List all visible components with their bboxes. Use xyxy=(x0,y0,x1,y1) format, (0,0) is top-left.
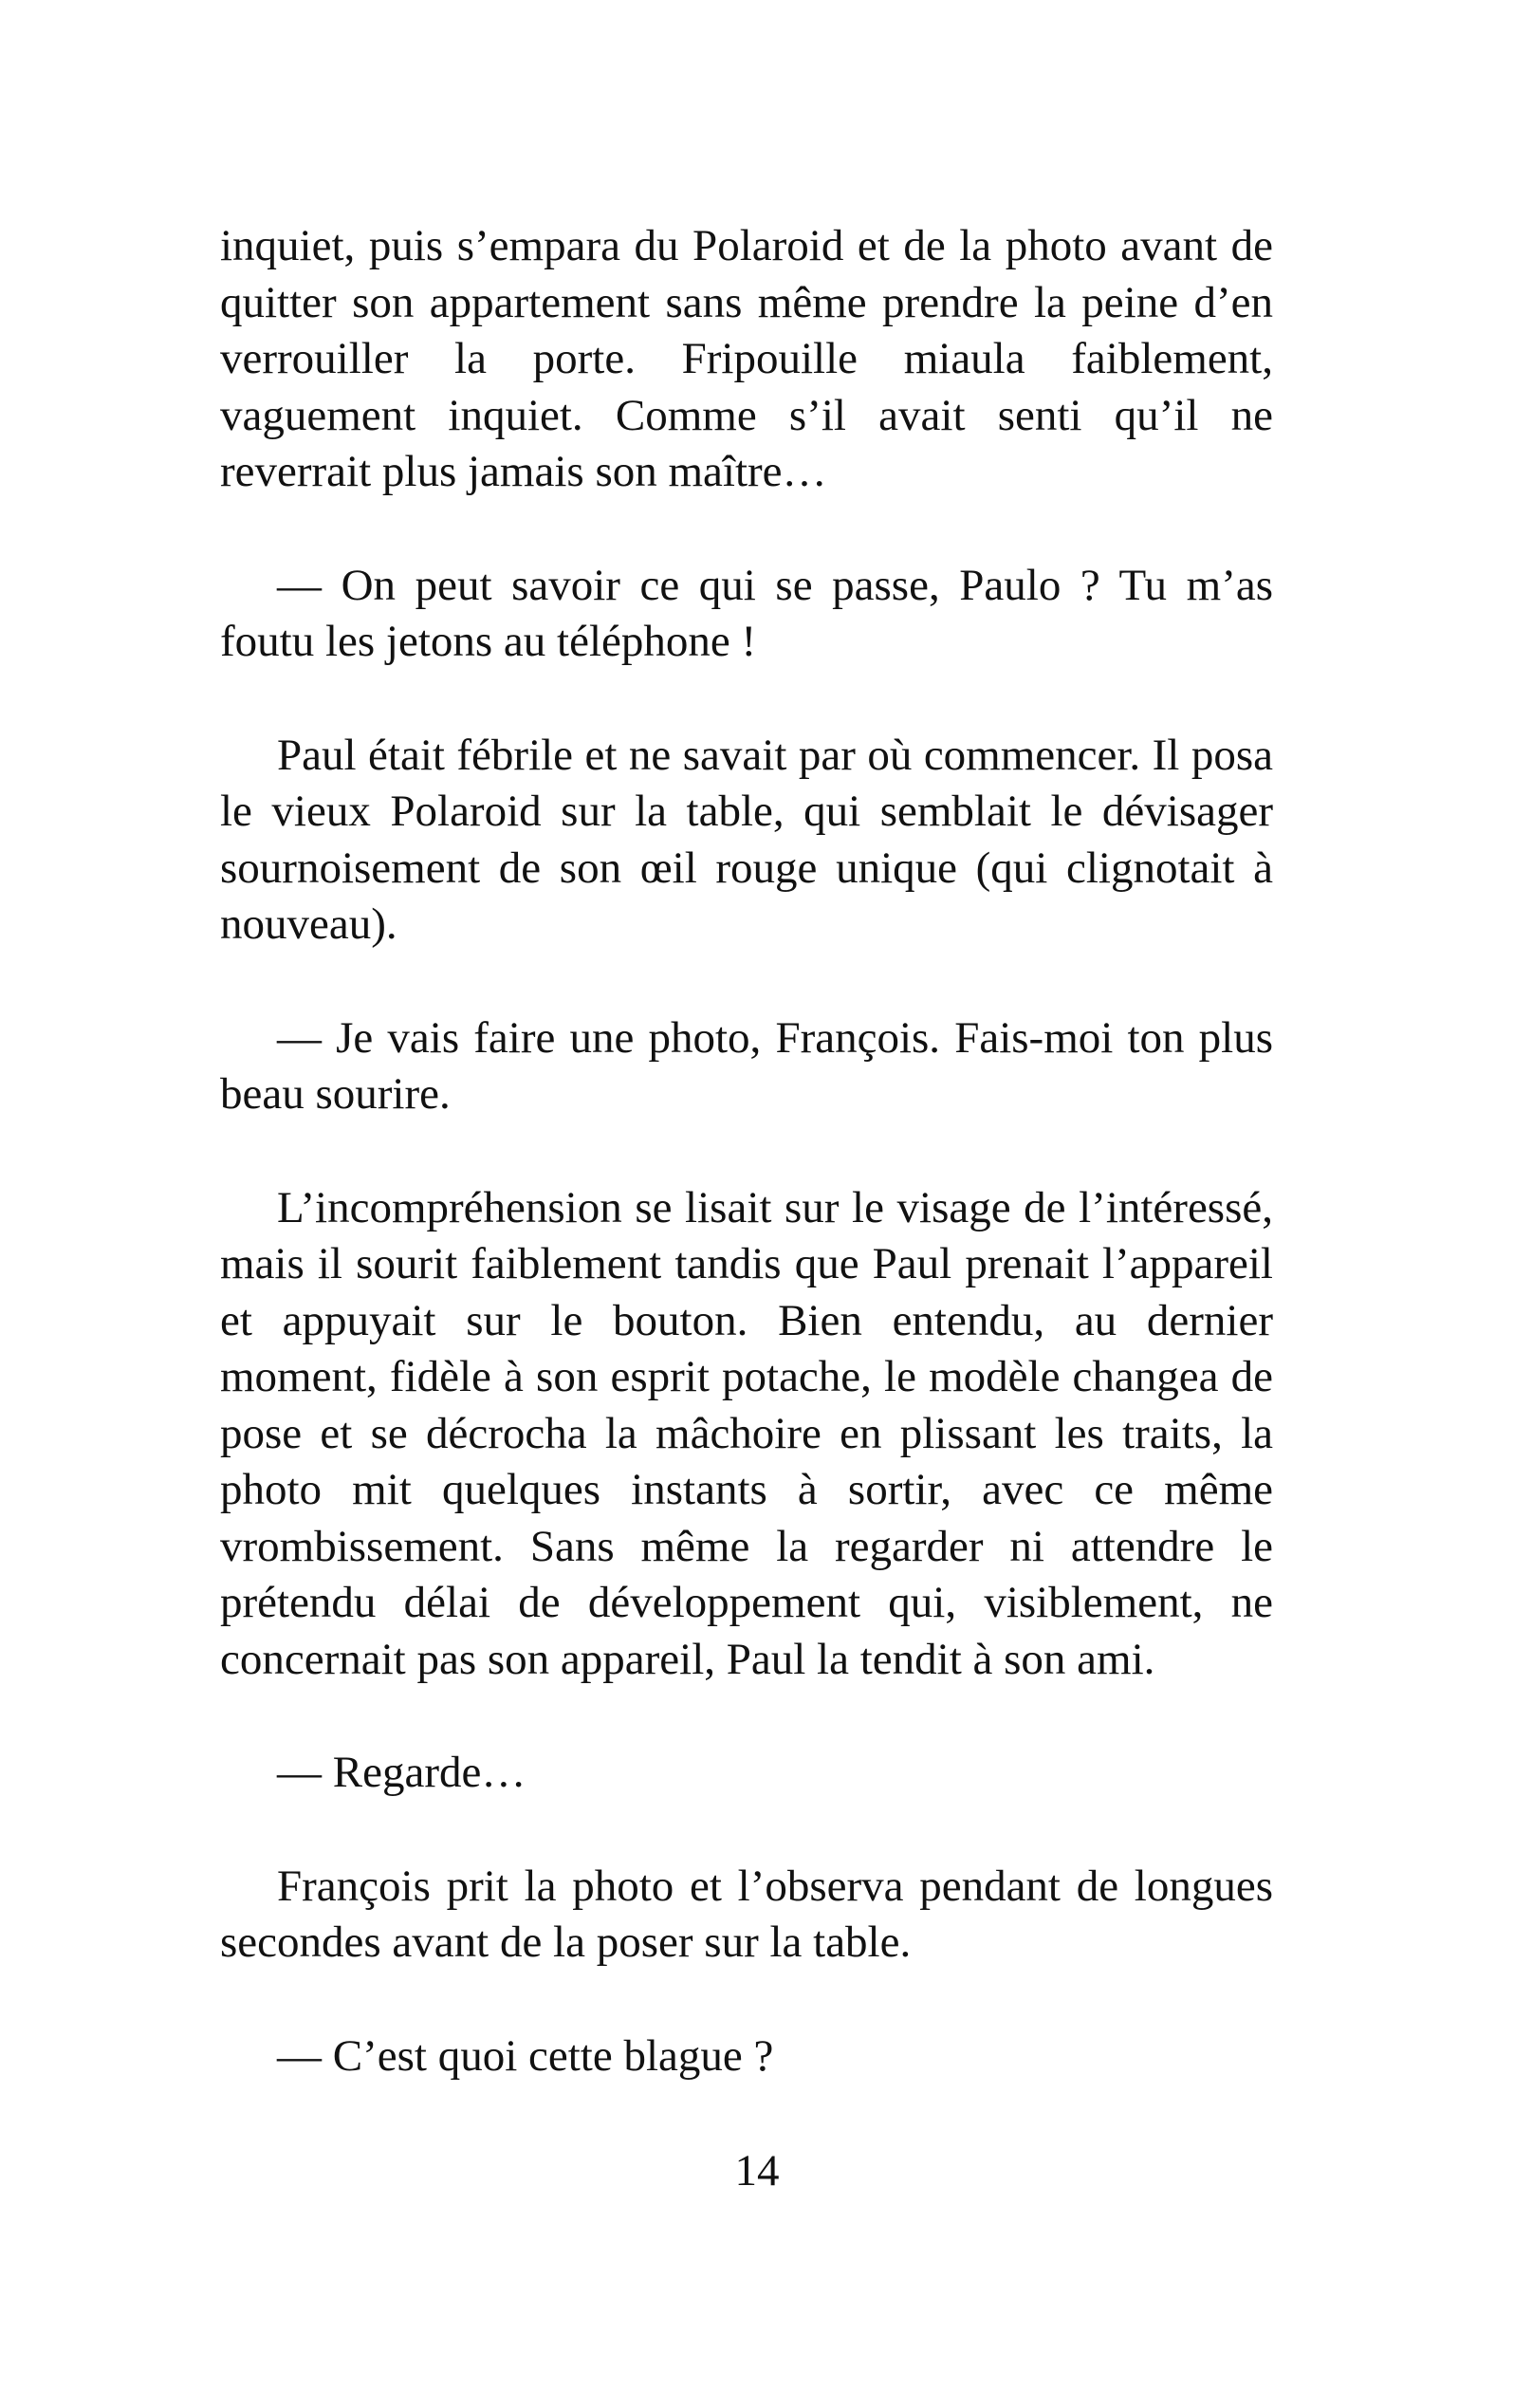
dialogue-line: — Je vais faire une photo, François. Fais-moi ton plus beau sourire. xyxy=(220,1012,1273,1119)
page-number: 14 xyxy=(734,2146,780,2195)
page-body xyxy=(220,218,1273,2084)
dialogue-line: — C’est quoi cette blague ? xyxy=(277,2030,774,2081)
paragraph-continuation: inquiet, puis s’empara du Polaroid et de la photo avant de quitter son appartement sans même prendre la peine d’en verrouiller la porte. Fripouille miaula faiblement, vaguement inquiet. Comme s’il avait senti qu’il ne reverrait plus jamais son maître… xyxy=(220,221,1273,496)
paragraph: François prit la photo et l’observa pendant de longues secondes avant de la poser sur la table. xyxy=(220,1861,1273,1967)
dialogue-line: — On peut savoir ce qui se passe, Paulo ? Tu m’as foutu les jetons au téléphone ! xyxy=(220,560,1273,666)
paragraph: Paul était fébrile et ne savait par où commencer. Il posa le vieux Polaroid sur la table, qui semblait le dévisager sournoisement de son œil rouge unique (qui clignotait à nouveau). xyxy=(220,730,1273,949)
paragraph: L’incompréhension se lisait sur le visage de l’intéressé, mais il sourit faiblement tandis que Paul prenait l’appareil et appuyait sur le bouton. Bien entendu, au dernier moment, fidèle à son esprit potache, le modèle changea de pose et se décrocha la mâchoire en plissant les traits, la photo mit quelques instants à sortir, avec ce même vrombissement. Sans même la regarder ni attendre le prétendu délai de développement qui, visiblement, ne concernait pas son appareil, Paul la tendit à son ami. xyxy=(220,1182,1273,1684)
dialogue-line: — Regarde… xyxy=(277,1748,526,1797)
